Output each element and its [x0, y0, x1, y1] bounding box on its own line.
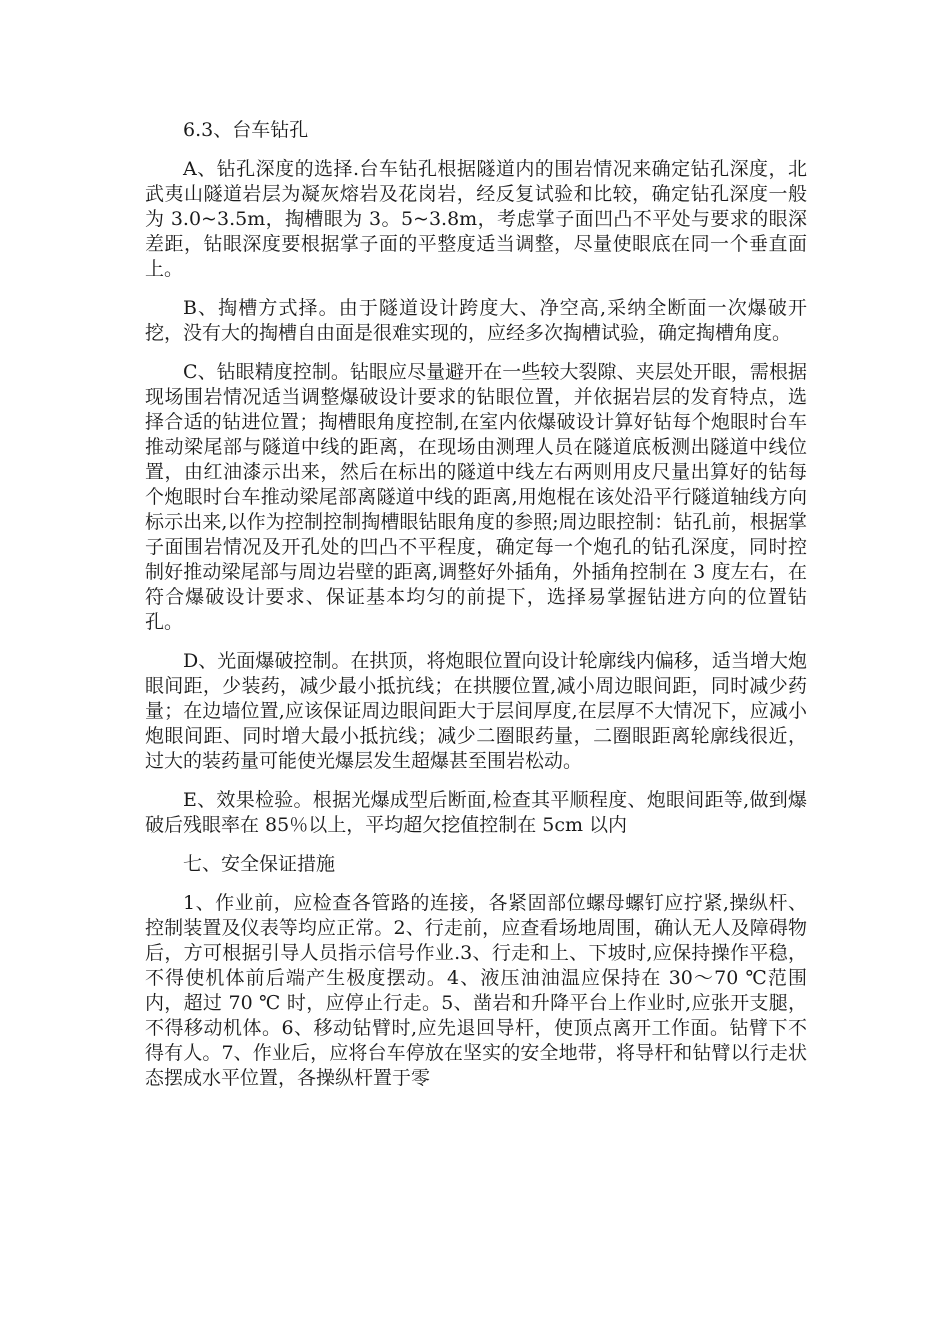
chapter-heading: 七、安全保证措施 [183, 853, 336, 875]
paragraph-b-cutting-method: B、掏槽方式择。由于隧道设计跨度大、净空高,采纳全断面一次爆破开挖，没有大的掏槽自由面是很难实现的，应经多次掏槽试验，确定掏槽角度。 [145, 297, 807, 344]
paragraph-e-effect-inspection: E、效果检验。根据光爆成型后断面,检查其平顺程度、炮眼间距等,做到爆破后残眼率在 85％以上，平均超欠挖值控制在 5cm 以内 [145, 789, 807, 836]
paragraph-safety-measures: 1、作业前，应检查各管路的连接，各紧固部位螺母螺钉应拧紧,操纵杆、控制装置及仪表等均应正常。2、行走前，应查看场地周围，确认无人及障碍物后，方可根据引导人员指示信号作业.3、行走和上、下坡时,应保持操作平稳，不得使机体前后端产生极度摆动。4、液压油油温应保持在 30～70 ℃范围内，超过 70 ℃ 时，应停止行走。5、凿岩和升降平台上作业时,应张开支腿，不得移动机体。6、移动钻臂时,应先退回导杆，使顶点离开工作面。钻臂下不得有人。7、作业后，应将台车停放在坚实的安全地带，将导杆和钻臂以行走状态摆成水平位置，各操纵杆置于零 [145, 892, 807, 1089]
paragraph-d-smooth-blasting: D、光面爆破控制。在拱顶，将炮眼位置向设计轮廓线内偏移，适当增大炮眼间距，少装药，减少最小抵抗线；在拱腰位置,减小周边眼间距，同时减少药量；在边墙位置,应该保证周边眼间距大于层间厚度,在层厚不大情况下，应减小炮眼间距、同时增大最小抵抗线；减少二圈眼药量，二圈眼距离轮廓线很近，过大的装药量可能使光爆层发生超爆甚至围岩松动。 [145, 650, 807, 772]
paragraph-a-drill-depth: A、钻孔深度的选择.台车钻孔根据隧道内的围岩情况来确定钻孔深度，北武夷山隧道岩层为凝灰熔岩及花岗岩，经反复试验和比较，确定钻孔深度一般为 3.0~3.5m，掏槽眼为 3。5~3.8m，考虑掌子面凹凸不平处与要求的眼深差距，钻眼深度要根据掌子面的平整度适当调整，尽量使眼底在同一个垂直面上。 [145, 158, 807, 280]
paragraph-c-drilling-precision: C、钻眼精度控制。钻眼应尽量避开在一些较大裂隙、夹层处开眼，需根据现场围岩情况适当调整爆破设计要求的钻眼位置，并依据岩层的发育特点，选择合适的钻进位置；掏槽眼角度控制,在室内依爆破设计算好钻每个炮眼时台车推动梁尾部与隧道中线的距离，在现场由测理人员在隧道底板测出隧道中线位置，由红油漆示出来，然后在标出的隧道中线左右两则用皮尺量出算好的钻每个炮眼时台车推动梁尾部离隧道中线的距离,用炮棍在该处沿平行隧道轴线方向标示出来,以作为控制控制掏槽眼钻眼角度的参照;周边眼控制：钻孔前，根据掌子面围岩情况及开孔处的凹凸不平程度，确定每一个炮孔的钻孔深度，同时控制好推动梁尾部与周边岩壁的距离,调整好外插角，外插角控制在 3 度左右，在符合爆破设计要求、保证基本均匀的前提下，选择易掌握钻进方向的位置钻孔。 [145, 361, 807, 633]
document-body [145, 118, 807, 1105]
section-heading: 6.3、台车钻孔 [183, 119, 309, 141]
